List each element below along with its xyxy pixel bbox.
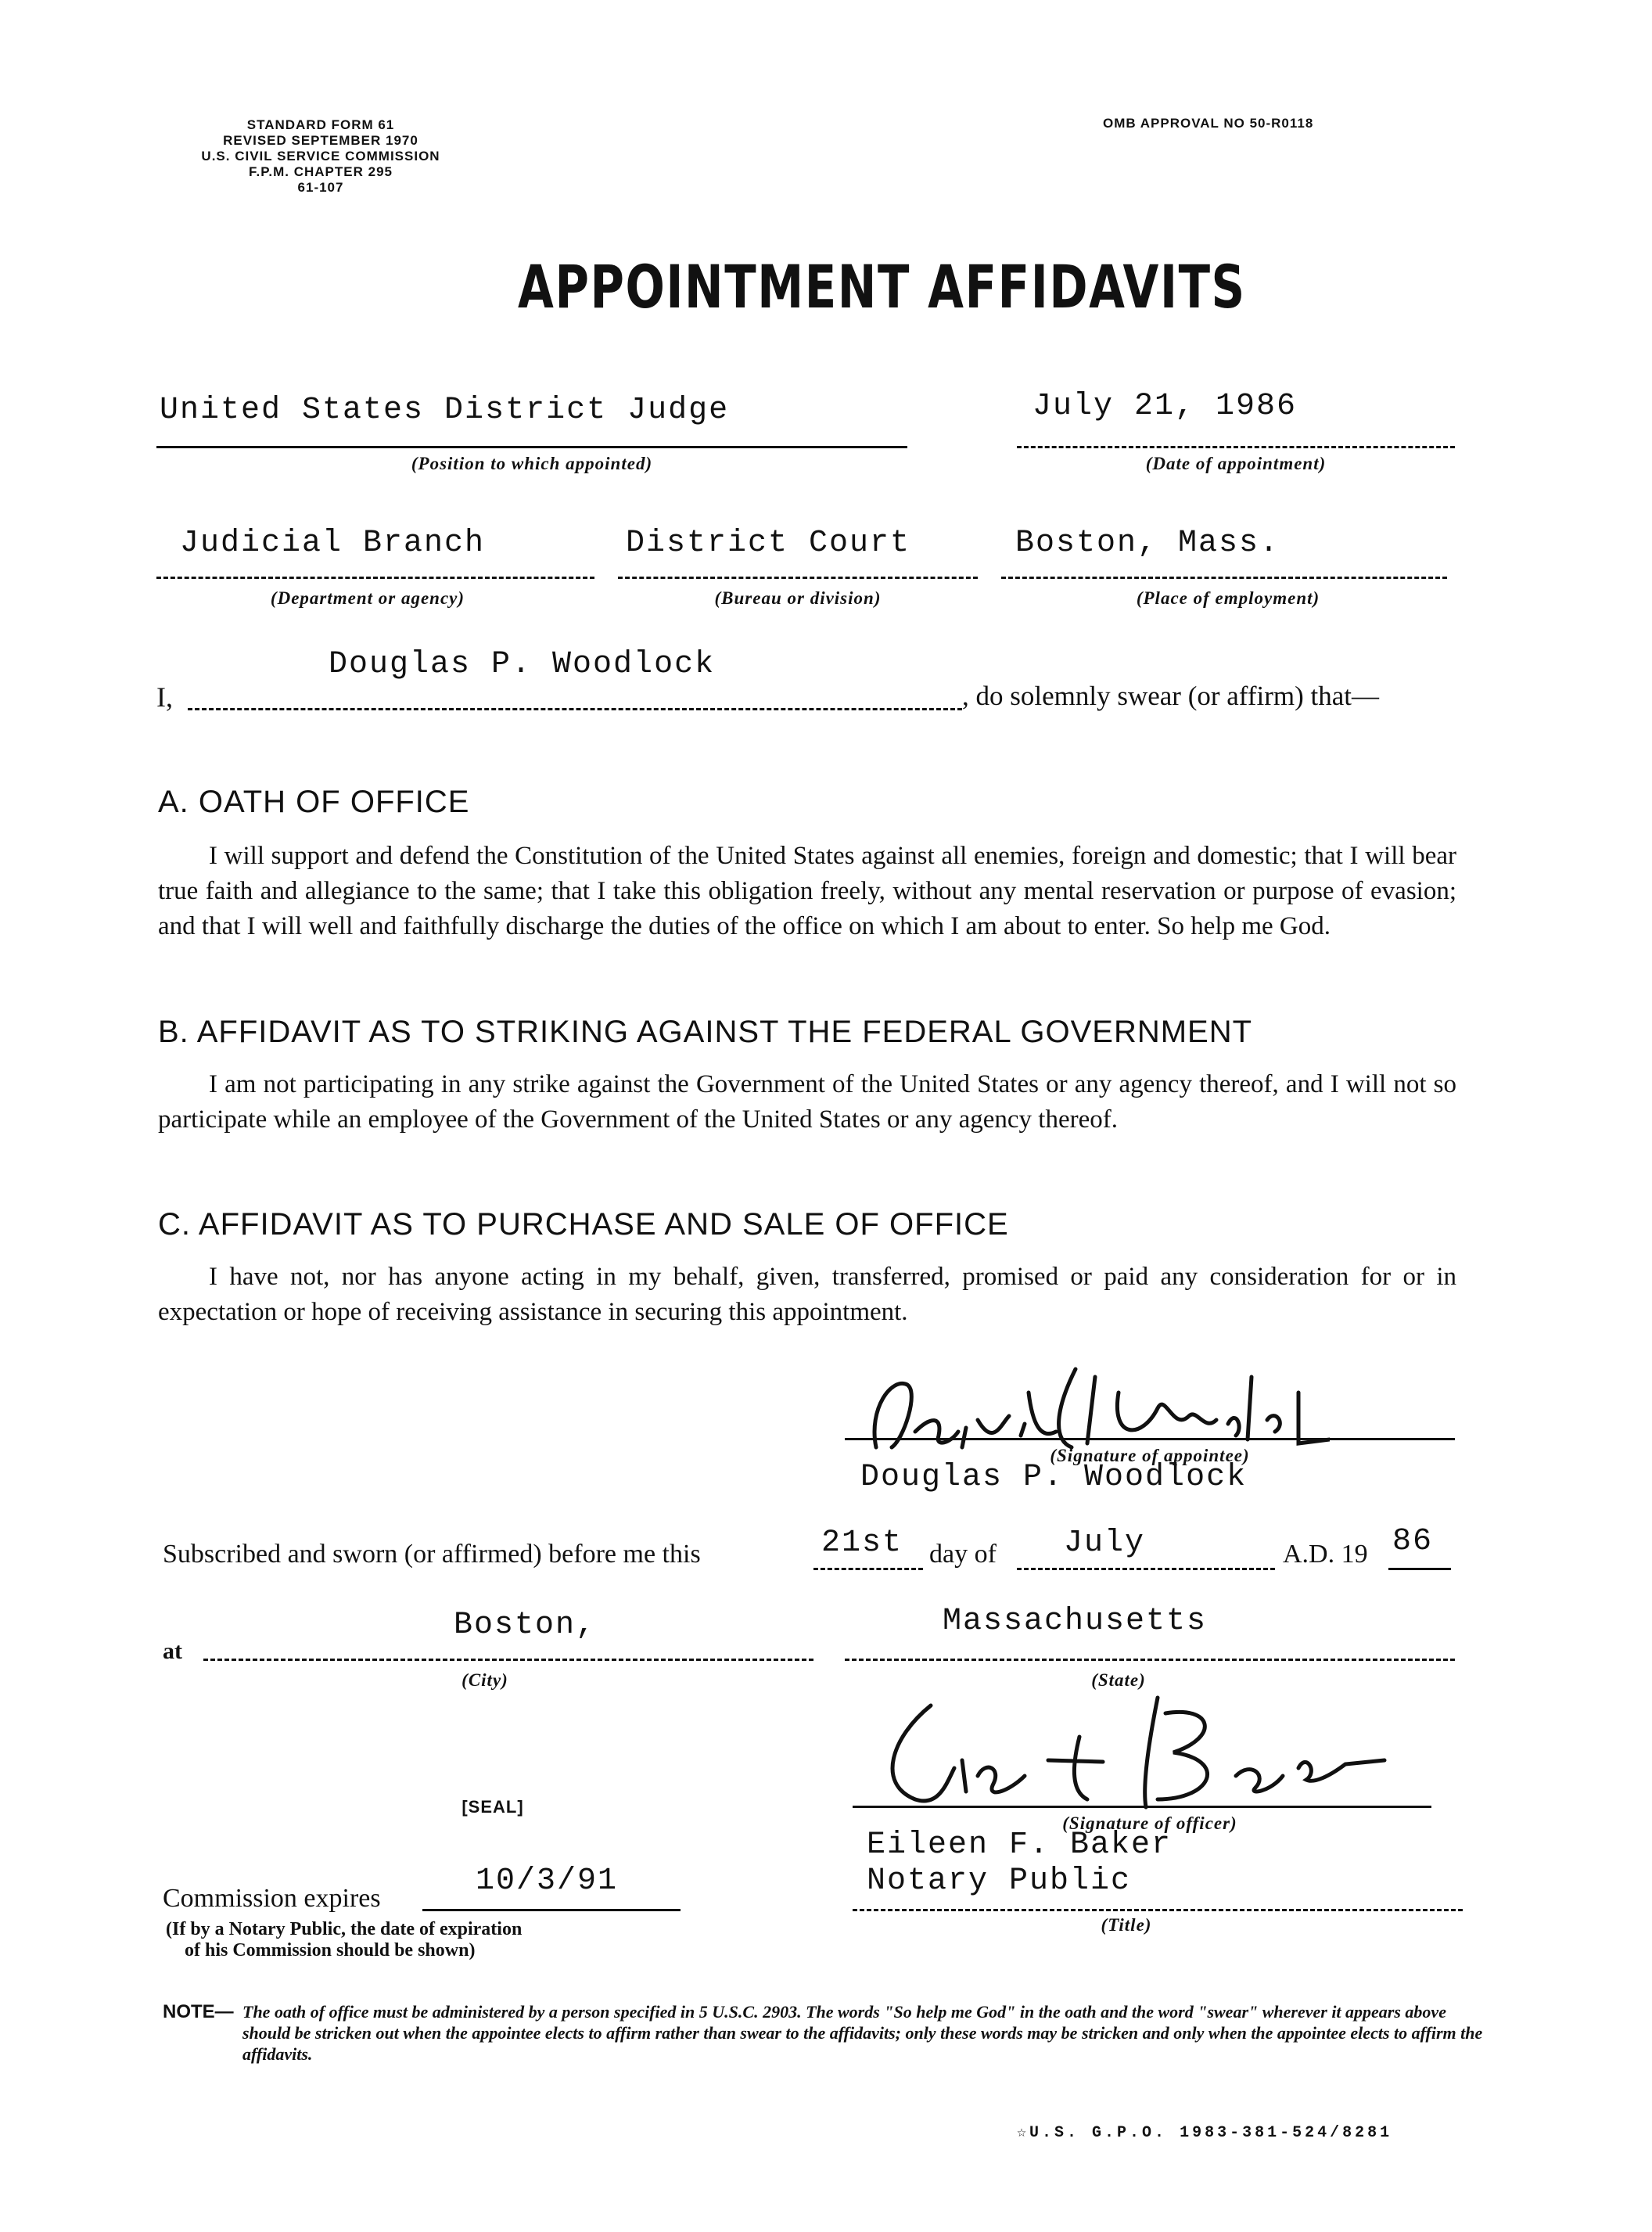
swear-text: , do solemnly swear (or affirm) that— (962, 681, 1379, 711)
form-identification (149, 117, 493, 196)
sworn-day-line (813, 1568, 923, 1570)
bureau-value: District Court (626, 526, 911, 561)
name-prefix: I, (156, 681, 173, 713)
sworn-day-of: day of (929, 1540, 997, 1569)
omb-approval: OMB APPROVAL NO 50-R0118 (1103, 116, 1314, 131)
note-label: NOTE— (163, 2001, 234, 2022)
commission-note-line: (If by a Notary Public, the date of expiration (166, 1919, 523, 1939)
appointee-typed-name: Douglas P. Woodlock (860, 1460, 1248, 1495)
position-caption: (Position to which appointed) (411, 454, 653, 473)
sworn-ad: A.D. 19 (1283, 1540, 1368, 1569)
commission-note (166, 1919, 522, 1961)
bureau-line (618, 577, 978, 579)
sworn-month-value: July (1064, 1526, 1146, 1561)
form-id-line: STANDARD FORM 61 (246, 117, 395, 132)
sworn-day-value: 21st (821, 1526, 903, 1561)
place-caption: (Place of employment) (1136, 588, 1320, 608)
appointee-signature-line (845, 1438, 1455, 1440)
form-id-line: F.P.M. CHAPTER 295 (249, 164, 393, 179)
city-caption: (City) (461, 1670, 508, 1690)
bureau-caption: (Bureau or division) (714, 588, 882, 608)
sworn-year-line (1388, 1568, 1451, 1570)
officer-title-caption: (Title) (1101, 1915, 1152, 1935)
commission-line (422, 1909, 681, 1911)
date-value: July 21, 1986 (1032, 389, 1298, 424)
form-id-line: U.S. CIVIL SERVICE COMMISSION (201, 149, 440, 164)
at-label: at (163, 1638, 182, 1664)
sworn-prefix: Subscribed and sworn (or affirmed) before me this (163, 1540, 701, 1569)
commission-note-line: of his Commission should be shown) (185, 1940, 476, 1961)
state-line (845, 1659, 1455, 1661)
officer-signature-caption: (Signature of officer) (1062, 1813, 1237, 1833)
department-value: Judicial Branch (180, 526, 486, 561)
officer-signature-line (853, 1806, 1431, 1808)
city-line (203, 1659, 813, 1661)
officer-signature-image (845, 1690, 1392, 1831)
city-value: Boston, (454, 1608, 597, 1643)
officer-title-line (853, 1909, 1463, 1911)
section-b-heading: B. AFFIDAVIT AS TO STRIKING AGAINST THE FEDERAL GOVERNMENT (158, 1015, 1253, 1049)
sworn-year-value: 86 (1392, 1524, 1434, 1559)
department-caption: (Department or agency) (270, 588, 465, 608)
place-value: Boston, Mass. (1015, 526, 1280, 561)
position-line (156, 446, 907, 448)
appointee-signature-caption: (Signature of appointee) (1050, 1446, 1250, 1465)
state-caption: (State) (1091, 1670, 1146, 1690)
section-a-text: I will support and defend the Constitution of the United States against all enemies, foreign and domestic; that I will bear true faith and allegiance to the same; that I take this obligation freely, without any mental reservation or purpose of evasion; and that I will well and faithfully discharge the duties of the office on which I am about to enter. So help me God. (158, 842, 1456, 940)
section-a-heading: A. OATH OF OFFICE (158, 785, 470, 819)
department-line (156, 577, 594, 579)
date-line (1017, 446, 1455, 448)
section-b-text: I am not participating in any strike against the Government of the United States or any agency thereof, and I will not so participate while an employee of the Government of the United States or any agency thereof. (158, 1070, 1456, 1134)
name-line (188, 708, 962, 710)
place-line (1001, 577, 1447, 579)
document-title: APPOINTMENT AFFIDAVITS (518, 252, 1246, 322)
section-c-text: I have not, nor has anyone acting in my behalf, given, transferred, promised or paid any consideration for or in expectation or hope of receiving assistance in securing this appointment. (158, 1263, 1456, 1326)
section-c-heading: C. AFFIDAVIT AS TO PURCHASE AND SALE OF OFFICE (158, 1207, 1009, 1242)
seal-label: [SEAL] (461, 1797, 524, 1817)
form-id-line: 61-107 (297, 180, 344, 195)
officer-name: Eileen F. Baker (867, 1828, 1173, 1863)
form-id-line: REVISED SEPTEMBER 1970 (223, 133, 418, 148)
date-caption: (Date of appointment) (1145, 454, 1327, 473)
appointee-name-value: Douglas P. Woodlock (329, 647, 716, 682)
sworn-month-line (1017, 1568, 1275, 1570)
commission-label: Commission expires (163, 1884, 381, 1913)
gpo-footer: ☆U.S. G.P.O. 1983-381-524/8281 (1017, 2124, 1393, 2142)
note-text: The oath of office must be administered by a person specified in 5 U.S.C. 2903. The words "So help me God" in the oath and the word "swear" wherever it appears above should be stricken out when the appointee elects to affirm rather than swear to the affidavits; only these words may be stricken and only when the appointee elects to affirm the affidavits. (242, 2002, 1483, 2064)
officer-title: Notary Public (867, 1864, 1132, 1899)
commission-value: 10/3/91 (476, 1864, 619, 1899)
position-value: United States District Judge (160, 393, 730, 428)
state-value: Massachusetts (943, 1604, 1208, 1639)
